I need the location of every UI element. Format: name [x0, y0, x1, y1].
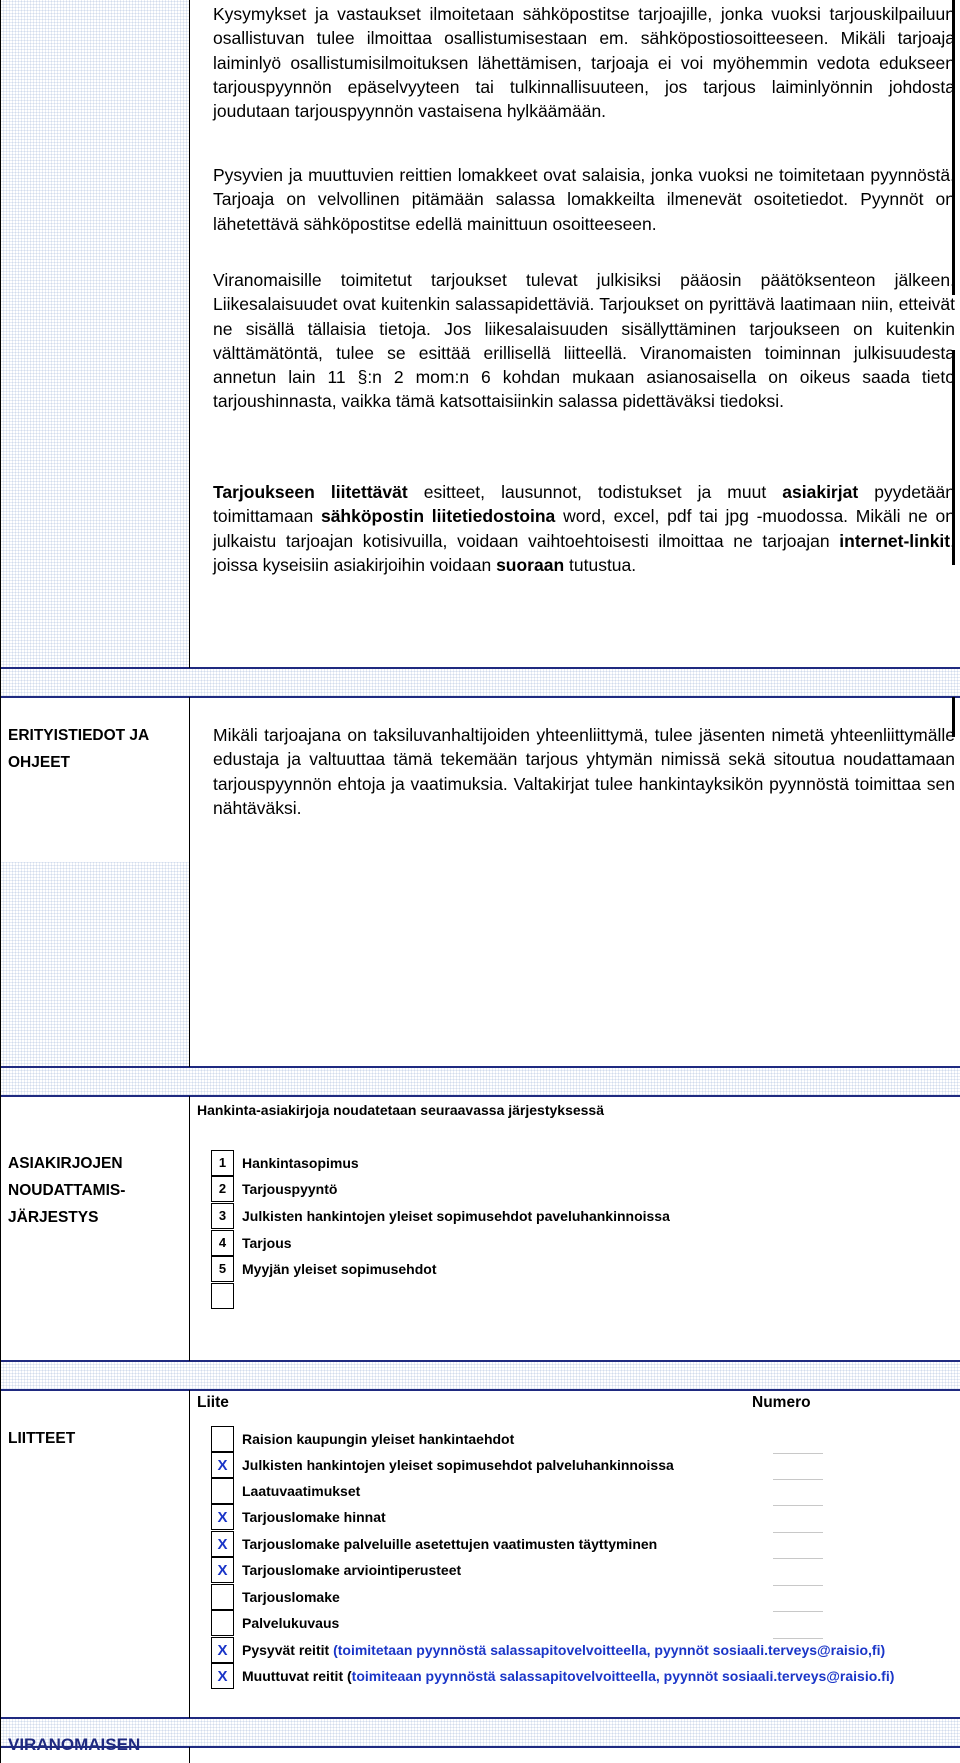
section-label-liitteet: LIITTEET — [8, 1430, 76, 1447]
section-rule — [0, 696, 960, 698]
attachment-label: Palvelukuvaus — [242, 1615, 340, 1631]
label-line: OHJEET — [8, 754, 71, 771]
column-border — [189, 697, 190, 1067]
column-border — [189, 1096, 190, 1361]
attachment-text: Muuttuvat reitit ( — [242, 1668, 352, 1684]
text: esitteet, lausunnot, todistukset ja muut — [407, 482, 783, 502]
column-border — [189, 1747, 190, 1763]
separator-band — [0, 1067, 960, 1095]
document-order-heading: Hankinta-asiakirjoja noudatetaan seuraavassa järjestyksessä — [197, 1102, 604, 1118]
order-number-empty[interactable] — [211, 1283, 234, 1309]
number-field-line — [773, 1453, 823, 1454]
attachment-checkbox[interactable]: X — [211, 1452, 234, 1478]
separator-band — [0, 1718, 960, 1746]
attachment-checkbox[interactable] — [211, 1478, 234, 1504]
order-item: Julkisten hankintojen yleiset sopimusehdot paveluhankinnoissa — [242, 1208, 670, 1224]
column-border — [189, 0, 190, 668]
bold-text: Tarjoukseen liitettävät — [213, 482, 408, 502]
attachment-label: Julkisten hankintojen yleiset sopimusehdot palveluhankinnoissa — [242, 1457, 674, 1473]
section-label-erityistiedot — [8, 722, 149, 776]
number-field-line — [773, 1505, 823, 1506]
label-line: ERITYISTIEDOT JA — [8, 727, 150, 744]
attachment-checkbox[interactable]: X — [211, 1663, 234, 1689]
bold-text: internet-linkit — [839, 530, 951, 551]
order-item: Tarjouspyyntö — [242, 1181, 338, 1197]
bold-text: sähköpostin liitetiedostoina — [320, 506, 556, 527]
number-field-line — [773, 1611, 823, 1612]
section-rule — [0, 1066, 960, 1068]
separator-band — [0, 1361, 960, 1389]
order-number: 4 — [211, 1230, 234, 1256]
attachment-label: Laatuvaatimukset — [242, 1483, 361, 1499]
order-number: 1 — [211, 1150, 234, 1176]
section-label-viranomaisen: VIRANOMAISEN — [8, 1735, 141, 1754]
attachment-label — [242, 1637, 885, 1663]
bold-text: suoraan — [496, 554, 565, 575]
paragraph-questions: Kysymykset ja vastaukset ilmoitetaan sähköpostitse tarjoajille, jonka vuoksi tarjouskilpailuun osallistuvan tulee ilmoittaa osallistumisestaan em. sähköpostiosoitteeseen. Mikäli tarjoaja laiminlyö osallistumisilmoituksen lähettämisen, tarjoaja ei voi myöhemmin vedota edukseen tarjouspyynnön epäselvyyteen tai tulkinnallisuuteen, jos tarjous laiminlyönnin johdosta joudutaan tarjouspyynnön vastaisena hylkäämään. — [213, 4, 955, 122]
separator-band — [0, 668, 960, 696]
column-header-numero: Numero — [752, 1394, 811, 1411]
section-rule — [0, 1095, 960, 1097]
attachment-note: toimiteaan pyynnöstä salassapitovelvoitteella, pyynnöt sosiaali.terveys@raisio.fi) — [351, 1668, 895, 1684]
left-column-shading — [0, 0, 189, 668]
attachment-checkbox[interactable] — [211, 1426, 234, 1452]
paragraph-route-forms: Pysyvien ja muuttuvien reittien lomakkeet ovat salaisia, jonka vuoksi ne toimitetaan pyynnöstä. Tarjoaja on velvollinen pitämään salassa lomakkeilta ilmenevät osoitetiedot. Pyynnöt on lähetettävä sähköpostitse edellä mainittuun osoitteeseen. — [213, 165, 955, 234]
attachment-checkbox[interactable]: X — [211, 1637, 234, 1663]
number-field-line — [773, 1638, 823, 1639]
label-line: NOUDATTAMIS- — [8, 1182, 126, 1199]
paragraph-publicity: Viranomaisille toimitetut tarjoukset tulevat julkisiksi pääosin päätöksenteon jälkeen. Liikesalaisuudet ovat kuitenkin salassapidettäviä. Tarjoukset on pyrittävä laatimaan niin, etteivät ne sisällä tällaisia tietoja. Jos liikesalaisuuden sisällyttäminen tarjoukseen on kuitenkin välttämätöntä, tulee se esittää erillisellä liitteellä. Viranomaisten toiminnan julkisuudesta annetun lain 11 §:n 2 mom:n 6 kohdan mukaan asianosaisella on oikeus saada tieto tarjoushinnasta, vaikka tämä katsottaisiinkin salassa pidettäväksi tiedoksi. — [213, 270, 955, 412]
attachment-label: Raision kaupungin yleiset hankintaehdot — [242, 1431, 515, 1447]
left-column-shading-2 — [0, 862, 189, 1067]
attachment-label: Tarjouslomake hinnat — [242, 1509, 386, 1525]
text: tutustua. — [564, 554, 637, 575]
section-rule — [0, 667, 960, 669]
text: word, excel, pdf tai jpg -muodossa. Mikäli ne on julkaistu tarjoajan kotisivuilla, voidaan vaihtoehtoisesti ilmoittaa ne tarjoajan — [213, 506, 956, 551]
number-field-line — [773, 1558, 823, 1559]
column-header-liite: Liite — [197, 1394, 229, 1411]
erityistiedot-text: Mikäli tarjoajana on taksiluvanhaltijoiden yhteenliittymä, tulee jäsenten nimetä yhteenliittymälle edustaja ja valtuuttaa tämä tekemään tarjous yhtymän nimissä sekä sitoutua noudattamaan tarjouspyynnön ehtoja ja vaatimuksia. Valtakirjat tulee hankintayksikön pyynnöstä toimittaa sen nähtäväksi. — [213, 725, 955, 818]
order-item: Tarjous — [242, 1235, 292, 1251]
number-field-line — [773, 1479, 823, 1480]
section-rule — [0, 1717, 960, 1719]
order-item: Myyjän yleiset sopimusehdot — [242, 1261, 437, 1277]
attachment-checkbox[interactable]: X — [211, 1557, 234, 1583]
attachment-checkbox[interactable]: X — [211, 1504, 234, 1530]
section-rule — [0, 1746, 960, 1748]
order-number: 2 — [211, 1176, 234, 1202]
order-item: Hankintasopimus — [242, 1155, 359, 1171]
attachment-label: Tarjouslomake palveluille asetettujen vaatimusten täyttyminen — [242, 1536, 658, 1552]
column-border — [189, 1390, 190, 1718]
attachment-label — [242, 1663, 894, 1689]
left-edge — [0, 0, 1, 1763]
order-number: 5 — [211, 1256, 234, 1282]
label-line: ASIAKIRJOJEN — [8, 1155, 123, 1172]
number-field-line — [773, 1585, 823, 1586]
attachment-checkbox[interactable] — [211, 1584, 234, 1610]
label-line: JÄRJESTYS — [8, 1209, 99, 1226]
bold-text: asiakirjat — [782, 482, 859, 502]
number-field-line — [773, 1532, 823, 1533]
attachment-checkbox[interactable] — [211, 1610, 234, 1636]
attachment-note: (toimitetaan pyynnöstä salassapitovelvoitteella, pyynnöt sosiaali.terveys@raisio,fi) — [333, 1642, 886, 1658]
text: , joissa kyseisiin asiakirjoihin voidaan — [213, 530, 955, 575]
text: pyydetään toimittamaan — [213, 482, 955, 527]
section-rule — [0, 1360, 960, 1362]
paragraph-attachments-info — [213, 480, 955, 577]
attachment-text: Pysyvät reitit — [242, 1642, 334, 1658]
section-label-asiakirjat — [8, 1150, 125, 1231]
attachment-label: Tarjouslomake — [242, 1589, 340, 1605]
attachment-checkbox[interactable]: X — [211, 1531, 234, 1557]
section-rule — [0, 1389, 960, 1391]
attachment-label: Tarjouslomake arviointiperusteet — [242, 1562, 462, 1578]
order-number: 3 — [211, 1203, 234, 1229]
